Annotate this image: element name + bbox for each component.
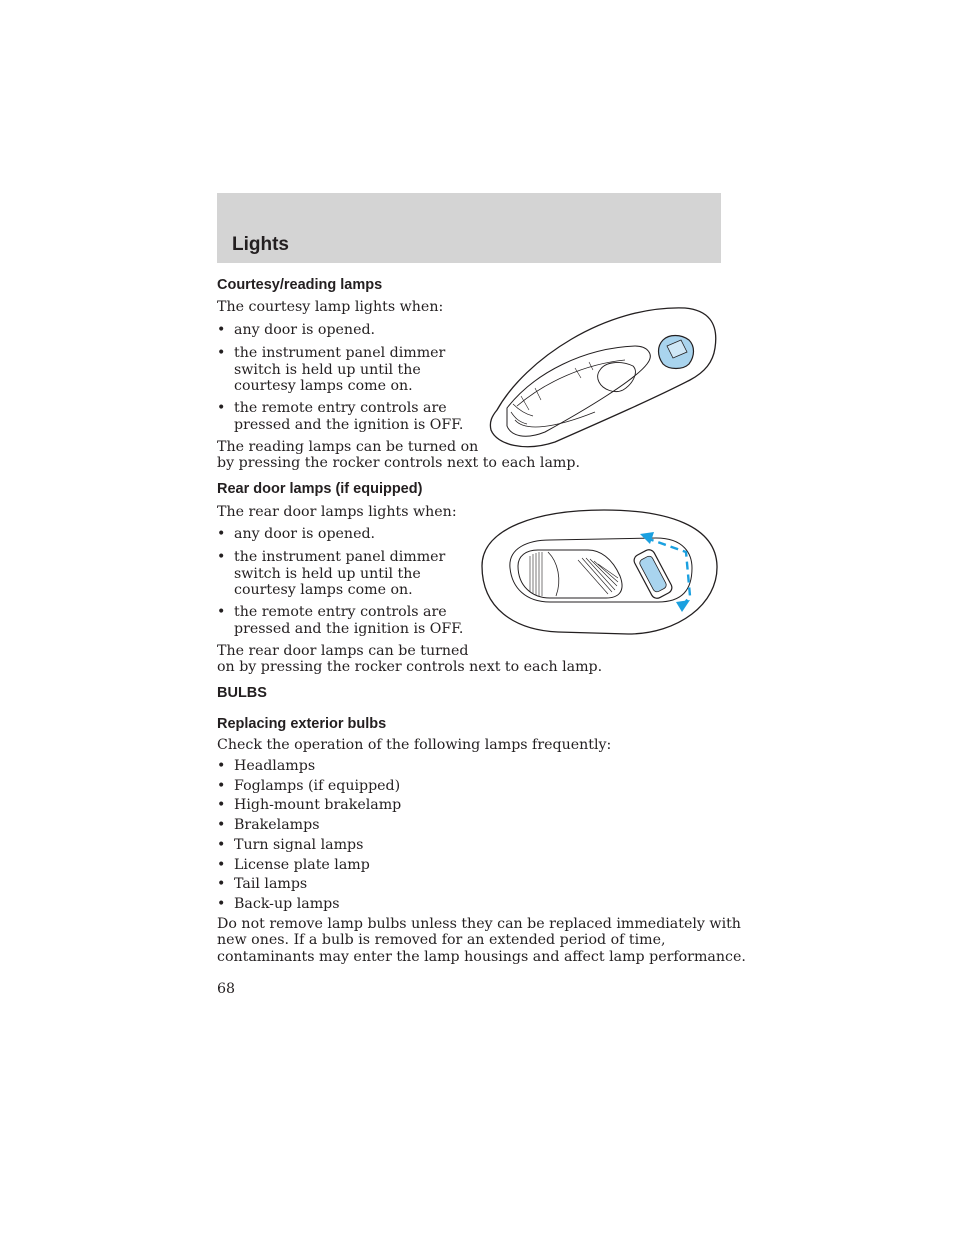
bullet-text: any door is opened. [234,322,376,338]
rear-intro: The rear door lamps lights when: [217,504,457,520]
bullet-text: the instrument panel dimmer switch is held up until the courtesy lamps come on. [234,549,446,598]
rocker-switch-icon [659,336,694,369]
bulbs-heading: BULBS [217,685,267,701]
bulbs-warning-line: new ones. If a bulb is removed for an extended period of time, [217,932,666,948]
bullet-dot: • [217,345,226,361]
bullet-dot: • [217,758,226,774]
bullet-dot: • [217,797,226,813]
bullet-dot: • [217,549,226,565]
bullet-text: License plate lamp [234,857,370,873]
rear-door-lamp-illustration [478,504,721,638]
bulbs-warning-line: Do not remove lamp bulbs unless they can be replaced immediately with [217,916,741,932]
page-number: 68 [217,981,236,997]
bullet-dot: • [217,778,226,794]
bullet-dot: • [217,526,226,542]
bulbs-warning-line: contaminants may enter the lamp housings and affect lamp performance. [217,949,746,965]
bullet-text: the remote entry controls are pressed and the ignition is OFF. [234,604,464,637]
bullet-dot: • [217,400,226,416]
courtesy-lamp-illustration [485,300,721,452]
courtesy-note-line: The reading lamps can be turned on [217,439,479,455]
bulbs-intro: Check the operation of the following lamps frequently: [217,737,612,753]
bullet-text: any door is opened. [234,526,376,542]
bullet-text: Back-up lamps [234,896,340,912]
bullet-text: Turn signal lamps [234,837,364,853]
bullet-dot: • [217,604,226,620]
courtesy-note-line: by pressing the rocker controls next to each lamp. [217,455,580,471]
rear-heading: Rear door lamps (if equipped) [217,481,423,497]
bullet-dot: • [217,876,226,892]
bullet-dot: • [217,896,226,912]
rear-note-line: on by pressing the rocker controls next to each lamp. [217,659,603,675]
bullet-dot: • [217,857,226,873]
bullet-text: the instrument panel dimmer switch is held up until the courtesy lamps come on. [234,345,446,394]
courtesy-heading: Courtesy/reading lamps [217,277,383,293]
bulbs-subheading: Replacing exterior bulbs [217,716,387,732]
section-header-band [217,193,721,263]
bullet-dot: • [217,817,226,833]
bullet-text: Headlamps [234,758,316,774]
courtesy-intro: The courtesy lamp lights when: [217,299,444,315]
bullet-text: Tail lamps [234,876,308,892]
bullet-text: Foglamps (if equipped) [234,778,401,794]
bullet-text: the remote entry controls are pressed and the ignition is OFF. [234,400,464,433]
bullet-dot: • [217,837,226,853]
bullet-text: High-mount brakelamp [234,797,402,813]
section-title: Lights [232,234,289,255]
bullet-text: Brakelamps [234,817,320,833]
rear-note-line: The rear door lamps can be turned [217,643,469,659]
bullet-dot: • [217,322,226,338]
